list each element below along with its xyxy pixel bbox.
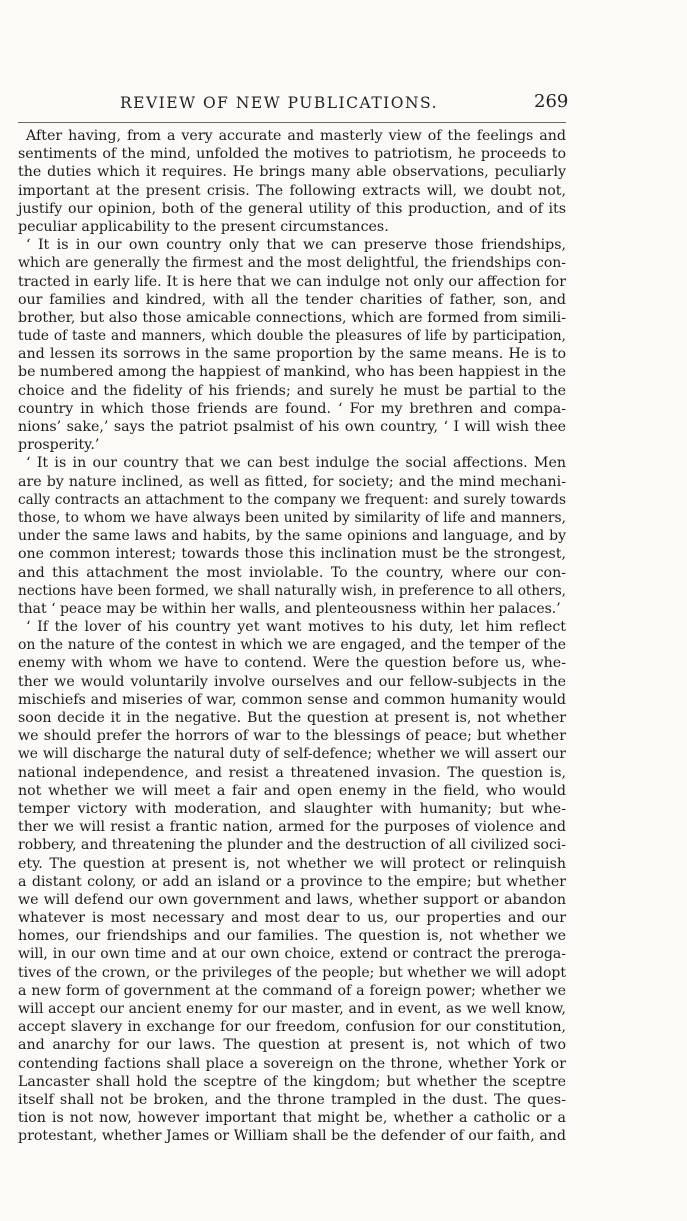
text-line: tracted in early life. It is here that we can indulge not only our affection for — [18, 273, 566, 290]
text-line: tives of the crown, or the privileges of the people; but whether we will adopt — [18, 964, 566, 981]
text-line: nections have been formed, we shall naturally wish, in preference to all others, — [18, 582, 566, 599]
text-line: homes, our friendships and our families. The question is, not whether we — [18, 928, 566, 945]
page-number: 269 — [534, 91, 569, 112]
text-line: and anarchy for our laws. The question at present is, not which of two — [18, 1037, 566, 1054]
text-line: peculiar applicability to the present circumstances. — [18, 218, 389, 235]
text-line: we will defend our own government and laws, whether support or abandon — [18, 891, 566, 908]
text-line: sentiments of the mind, unfolded the motives to patriotism, he proceeds to — [18, 146, 566, 163]
text-line: the duties which it requires. He brings many able observations, peculiarly — [18, 164, 566, 181]
text-line: ‘ It is in our own country only that we can preserve those friendships, — [26, 237, 566, 254]
text-line: contending factions shall place a sovereign on the throne, whether York or — [18, 1055, 566, 1072]
text-line: robbery, and threatening the plunder and the destruction of all civilized soci- — [18, 837, 566, 854]
text-line: country in which those friends are found. ‘ For my brethren and compa- — [18, 400, 566, 417]
text-line: a distant colony, or add an island or a province to the empire; but whether — [18, 873, 566, 890]
text-line: and this attachment the most inviolable. To the country, where our con- — [18, 564, 566, 581]
text-line: one common interest; towards those this inclination must be the strongest, — [18, 546, 566, 563]
text-line: are by nature inclined, as well as fitted, for society; and the mind mechani- — [18, 473, 566, 490]
text-line: tion is not now, however important that might be, whether a catholic or a — [18, 1110, 566, 1127]
text-line: tude of taste and manners, which double the pleasures of life by participation, — [18, 328, 566, 345]
text-line: ety. The question at present is, not whether we will protect or relinquish — [18, 855, 566, 872]
text-line: important at the present crisis. The following extracts will, we doubt not, — [18, 182, 566, 199]
text-line: national independence, and resist a threatened invasion. The question is, — [18, 764, 566, 781]
text-line: that ‘ peace may be within her walls, and plenteousness within her palaces.’ — [18, 600, 561, 617]
text-line: ther we will resist a frantic nation, armed for the purposes of violence and — [18, 819, 566, 836]
text-line: enemy with whom we have to contend. Were the question before us, whe- — [18, 655, 566, 672]
text-line: whatever is most necessary and most dear to us, our properties and our — [18, 910, 566, 927]
text-line: itself shall not be broken, and the throne trampled in the dust. The ques- — [18, 1091, 566, 1108]
text-line: and lessen its sorrows in the same proportion by the same means. He is to — [18, 346, 566, 363]
text-line: cally contracts an attachment to the company we frequent: and surely towards — [18, 491, 566, 508]
text-line: will, in our own time and at our own choice, extend or contract the preroga- — [18, 946, 566, 963]
text-line: we will discharge the natural duty of self-defence; whether we will assert our — [18, 746, 566, 763]
text-line: nions’ sake,’ says the patriot psalmist of his own country, ‘ I will wish thee — [18, 419, 566, 435]
text-line: under the same laws and habits, by the same opinions and language, and by — [18, 528, 566, 545]
header-rule — [18, 122, 566, 123]
text-line: protestant, whether James or William shall be the defender of our faith, and — [18, 1128, 566, 1145]
text-line: be numbered among the happiest of mankind, who has been happiest in the — [18, 364, 566, 381]
text-line: will accept our ancient enemy for our master, and in event, as we well know, — [18, 1001, 566, 1017]
text-line: mischiefs and miseries of war, common sense and common humanity would — [18, 691, 566, 708]
text-line: ‘ It is in our country that we can best indulge the social affections. Men — [26, 455, 566, 472]
text-line: our families and kindred, with all the tender charities of father, son, and — [18, 291, 566, 308]
text-line: we should prefer the horrors of war to the blessings of peace; but whether — [18, 728, 566, 745]
text-line: Lancaster shall hold the sceptre of the kingdom; but whether the sceptre — [18, 1073, 566, 1090]
text-line: temper victory with moderation, and slaughter with humanity; but whe- — [18, 800, 566, 817]
text-line: justify our opinion, both of the general utility of this production, and of its — [18, 200, 566, 217]
text-line: which are generally the firmest and the most delightful, the friendships con- — [18, 255, 566, 272]
text-line: not whether we will meet a fair and open enemy in the field, who would — [18, 782, 566, 799]
page-header — [0, 91, 687, 120]
text-line: on the nature of the contest in which we are engaged, and the temper of the — [18, 637, 566, 654]
text-line: those, to whom we have always been united by similarity of life and manners, — [18, 509, 566, 526]
text-line: choice and the fidelity of his friends; and surely he must be partial to the — [18, 382, 566, 399]
review-text — [18, 127, 566, 1146]
text-line: soon decide it in the negative. But the question at present is, not whether — [18, 710, 566, 726]
text-line: prosperity.’ — [18, 437, 100, 454]
text-line: brother, but also those amicable connections, which are formed from simili- — [18, 309, 566, 326]
text-line: accept slavery in exchange for our freedom, confusion for our constitution, — [18, 1019, 566, 1036]
text-line: ‘ If the lover of his country yet want motives to his duty, let him reflect — [26, 619, 566, 636]
running-head: REVIEW OF NEW PUBLICATIONS. — [120, 94, 439, 112]
text-line: a new form of government at the command of a foreign power; whether we — [18, 982, 566, 999]
text-line: ther we would voluntarily involve ourselves and our fellow-subjects in the — [18, 673, 566, 690]
text-line: After having, from a very accurate and masterly view of the feelings and — [26, 128, 566, 144]
